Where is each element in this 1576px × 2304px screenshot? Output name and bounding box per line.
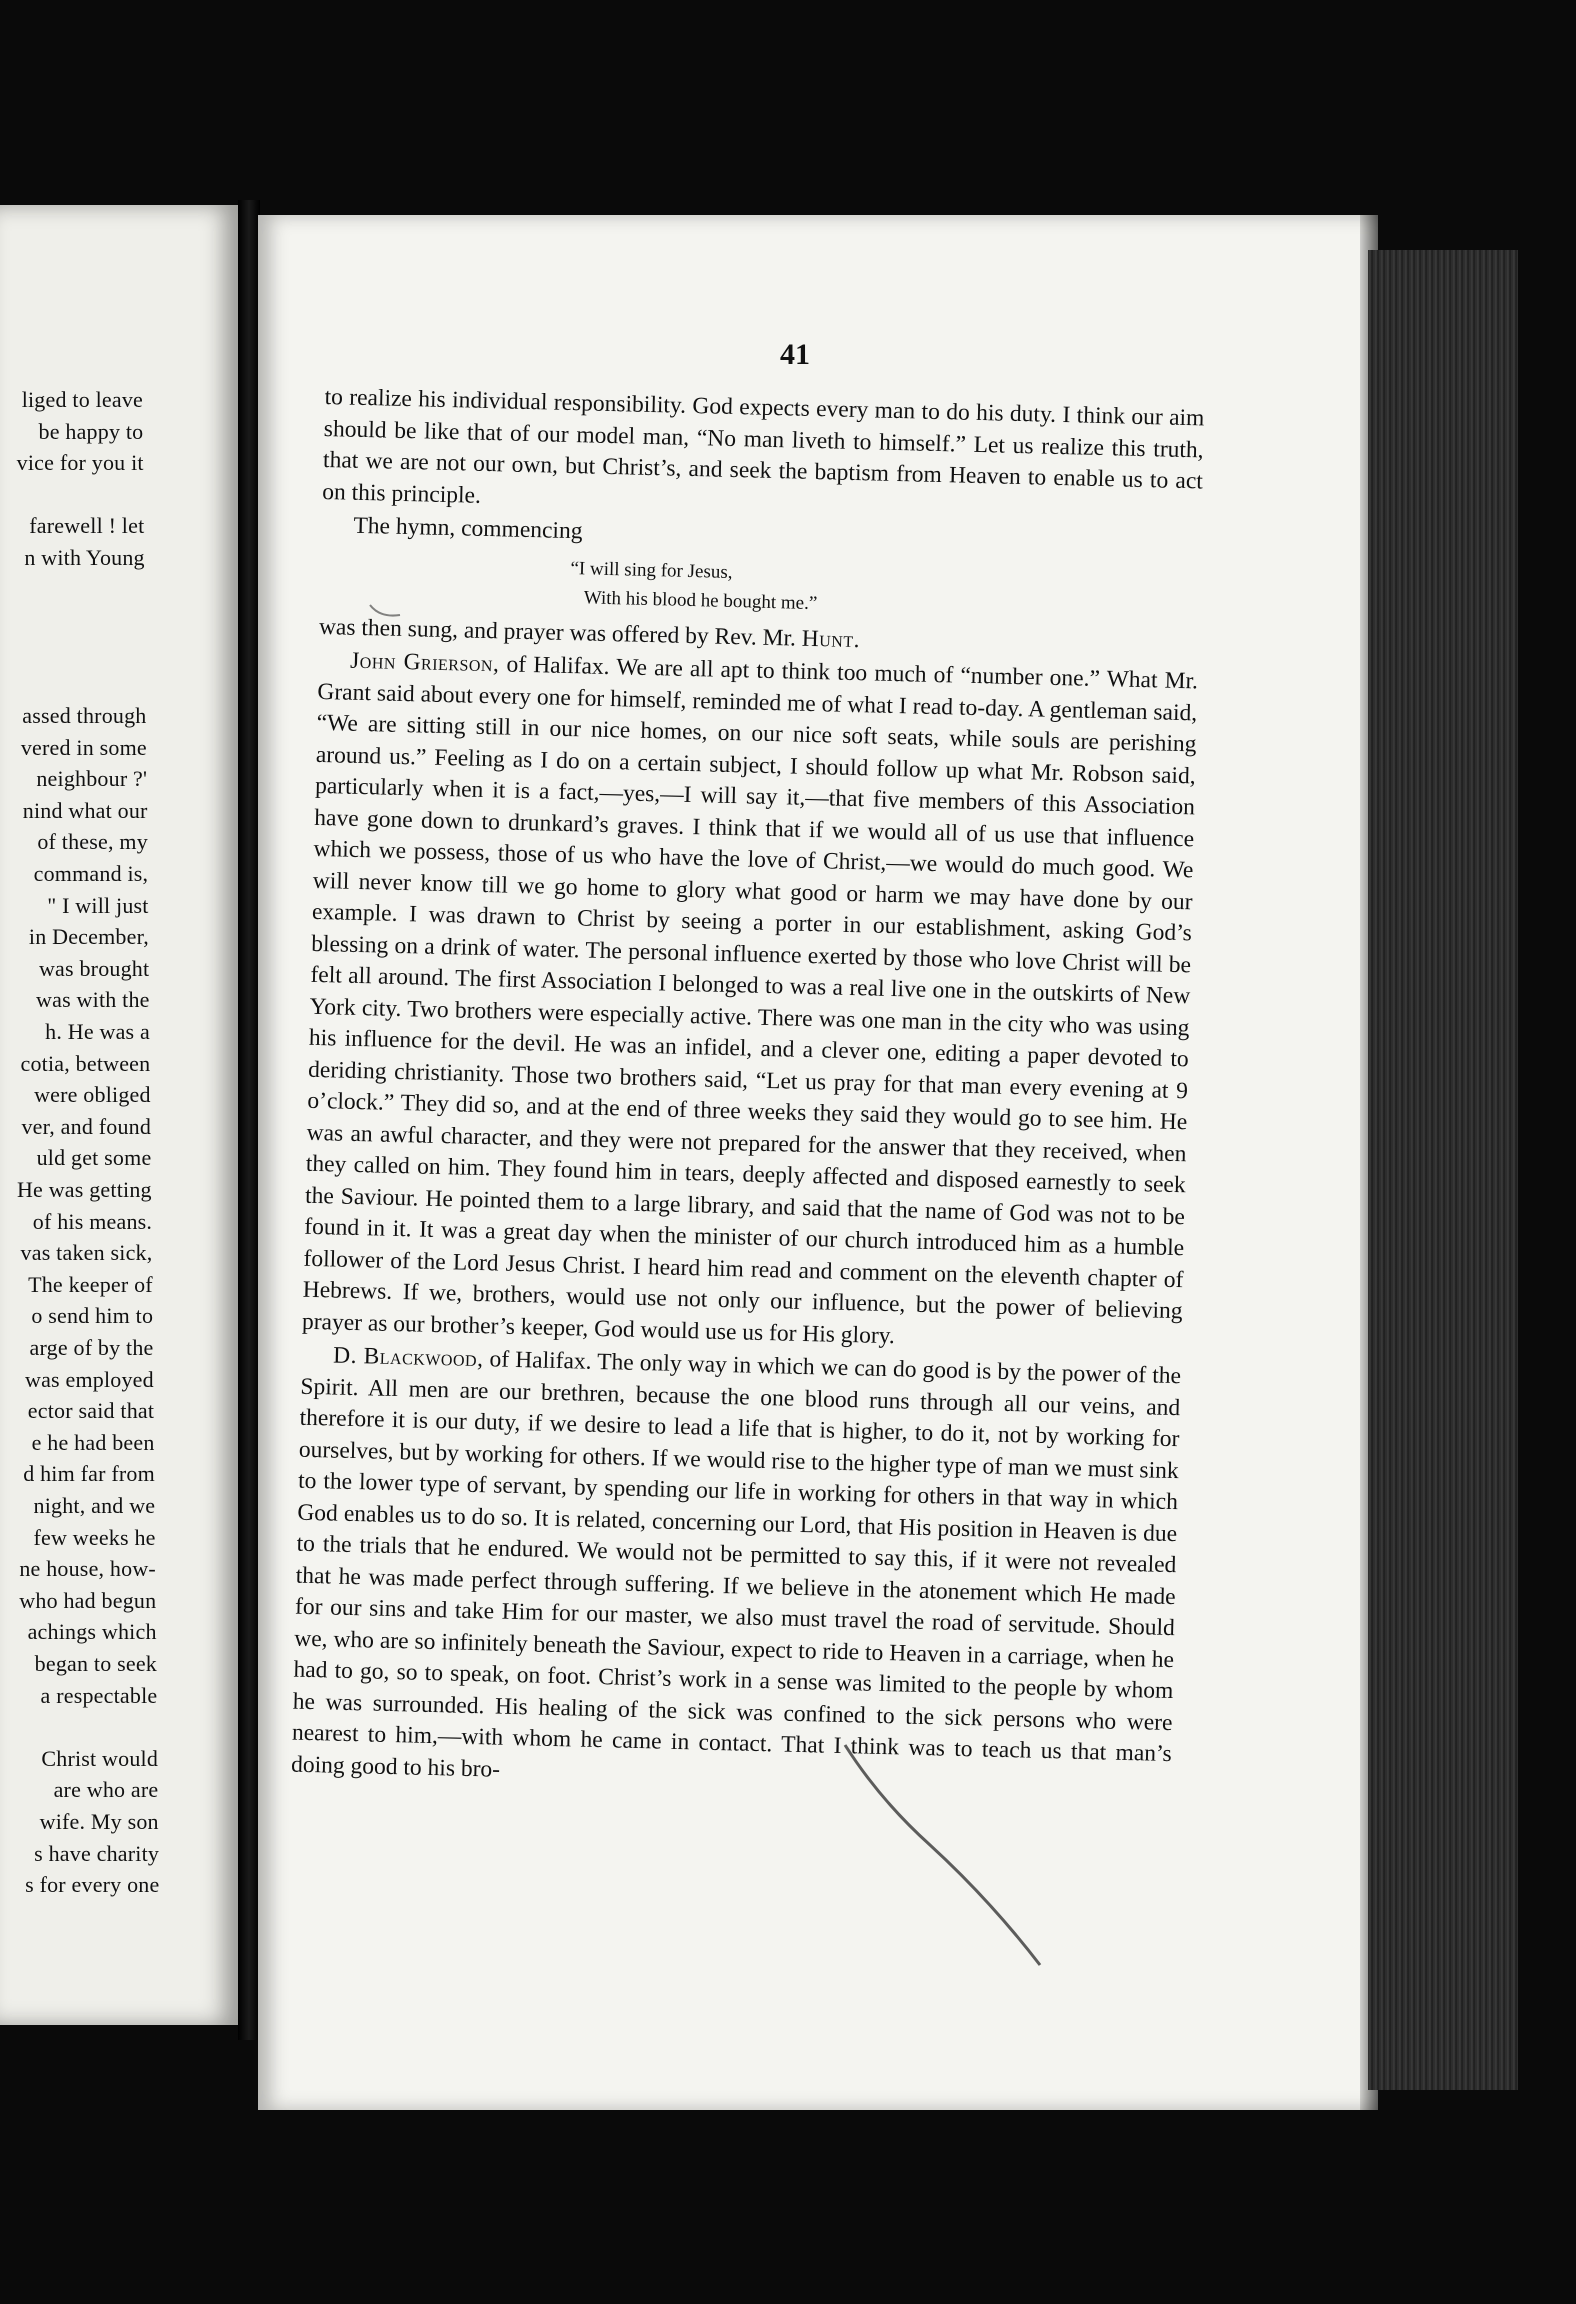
left-page-line: nind what our xyxy=(22,797,148,823)
left-page-line: vas taken sick, xyxy=(20,1240,153,1266)
left-page-line: was with the xyxy=(36,987,150,1013)
left-page-line: of these, my xyxy=(37,829,148,855)
book-page-edges xyxy=(1368,250,1518,2090)
left-page-line: were obliged xyxy=(34,1082,151,1108)
left-page-line: ector said that xyxy=(27,1398,155,1424)
hymn-line-2: With his blood he bought me.” xyxy=(583,586,818,614)
left-page-line: vered in some xyxy=(20,734,147,760)
left-page-line: assed through xyxy=(22,703,147,728)
left-page-line: began to seek xyxy=(34,1651,157,1676)
paragraph-grierson xyxy=(302,645,1199,1359)
paragraph-blackwood xyxy=(291,1340,1182,1802)
left-page-line: was brought xyxy=(38,955,150,981)
left-page-line: night, and we xyxy=(33,1493,156,1518)
hymn-line-1: “I will sing for Jesus, xyxy=(570,557,733,583)
left-page-line: neighbour ?' xyxy=(36,766,148,792)
left-facing-page xyxy=(0,205,238,2025)
prayer-line-text: was then sung, and prayer was offered by Rev. Mr. xyxy=(318,613,803,652)
left-page-line: cotia, between xyxy=(20,1050,151,1076)
left-page-line: achings which xyxy=(27,1619,157,1645)
left-page-line: who had begun xyxy=(19,1587,157,1613)
speaker-hunt: Hunt. xyxy=(801,625,861,653)
left-page-line: o send him to xyxy=(31,1303,154,1329)
speaker-grierson: John Grierson, xyxy=(349,647,500,678)
left-page-line: h. He was a xyxy=(45,1019,150,1044)
left-page-line: arge of by the xyxy=(29,1335,154,1360)
page-number: 41 xyxy=(780,338,810,371)
left-page-line: n with Young xyxy=(24,545,145,570)
left-page-line: few weeks he xyxy=(33,1524,156,1550)
left-page-line: s for every one xyxy=(25,1872,160,1898)
left-page-line: He was getting xyxy=(16,1177,152,1202)
left-page-line: s have charity xyxy=(34,1840,160,1866)
left-page-line: are who are xyxy=(53,1777,159,1803)
left-page-line: Christ would xyxy=(41,1745,159,1771)
left-page-line: command is, xyxy=(33,861,149,886)
left-page-line: vice for you it xyxy=(16,450,144,476)
left-page-line: was employed xyxy=(24,1366,154,1392)
left-page-line: d him far from xyxy=(23,1461,155,1487)
blackwood-text: of Halifax. The only way in which we can do good is by the power of the Spirit. All men are our brethren, because the one blood runs through all our veins, and therefore it is our duty, if we desire to lead a life that is higher, to do it, not by working for ourselves, but by working for others. If we would rise to the higher type of man we must sink to the lower type of servant, by spending our life in working for others in that way in which God enables us to do so. It is related, concerning our Lord, that His position in Heaven is due to the trials that he endured. We would not be permitted to say this, if it were not revealed that he was made perfect through suffering. If we believe in the atonement which He made for our sins and take Him for our master, we also must travel the road of servitude. Should we, who are so infinitely beneath the Saviour, expect to ride to Heaven in a carriage, when he had to go, so to speak, on foot. Christ’s work in a sense was limited to the people by whom he was surrounded. His healing of the sick was confined to the sick persons who were nearest to him,—with whom he came in contact. That I think was to teach us that man’s doing good to his bro- xyxy=(290,1346,1182,1783)
left-page-line: farewell ! let xyxy=(29,513,145,539)
left-page-line: " I will just xyxy=(47,892,149,918)
book-gutter xyxy=(238,200,260,2040)
left-page-line: liged to leave xyxy=(21,387,143,412)
paragraph-responsibility: to realize his individual responsibility. God expects every man to do his duty. I think our aim should be like that of our model man, “No man liveth to himself.” Let us realize this truth, that we are not our own, but Christ’s, and seek the baptism from Heaven to enable us to act on this principle. xyxy=(322,383,1205,509)
left-page-line: a respectable xyxy=(40,1682,158,1708)
left-page-line: e he had been xyxy=(31,1429,155,1455)
hymn-intro: The hymn, commencing xyxy=(353,512,583,545)
left-page-line: wife. My son xyxy=(39,1809,159,1834)
left-page-line: of his means. xyxy=(32,1208,153,1234)
page-body xyxy=(291,382,1205,1802)
left-page-line: be happy to xyxy=(38,418,144,444)
left-page-line: uld get some xyxy=(36,1145,152,1171)
left-page-line: in December, xyxy=(28,924,149,950)
left-page-line: The keeper of xyxy=(28,1271,153,1297)
left-page-line: ne house, how- xyxy=(19,1556,156,1582)
left-page-line: ver, and found xyxy=(21,1113,152,1139)
grierson-text: of Halifax. We are all apt to think too much of “number one.” What Mr. Grant said about every one for himself, reminded me of what I read to-day. A gentleman said, “We are sitting still in our nice homes, on our nice soft seats, while souls are perishing around us.” Feeling as I do on a certain subject, I should follow up what Mr. Robson said, particularly when it is a fact,—yes,—I will say it,—that five members of this Association have gone down to drunkard’s graves. I think that if we would all of us use that influence which we possess, those of us who have the love of Christ,—we would do much good. We will never know till we go home to glory what good or harm we may have done by our example. I was drawn to Christ by seeing a porter in our establishment, asking God’s blessing on a drink of water. The personal influence exerted by those who love Christ will be felt all around. The first Association I belonged to was a real live one in the outskirts of New York city. Two brothers were especially active. There was one man in the city who was using his influence for the devil. He was an infidel, and a clever one, editing a paper devoted to deriding christianity. Those two brothers said, “Let us pray for that man every evening at 9 o’clock.” They did so, and at the end of three weeks they said they would go to see him. He was an awful character, and they were not prepared for the answer that they received, when they called on him. They found him in tears, deeply affected and disposed earnestly to seek the Saviour. He pointed them to a large library, and said that the name of God was not to be found in it. It was a great day when the minister of our church introduced him as a humble follower of the Lord Jesus Christ. I heard him read and comment on the eleventh chapter of Hebrews. If we, brothers, would use not only our influence, but the power of believing prayer as our brother’s keeper, God would use us for His glory. xyxy=(301,651,1199,1349)
speaker-blackwood: D. Blackwood, xyxy=(332,1342,484,1373)
